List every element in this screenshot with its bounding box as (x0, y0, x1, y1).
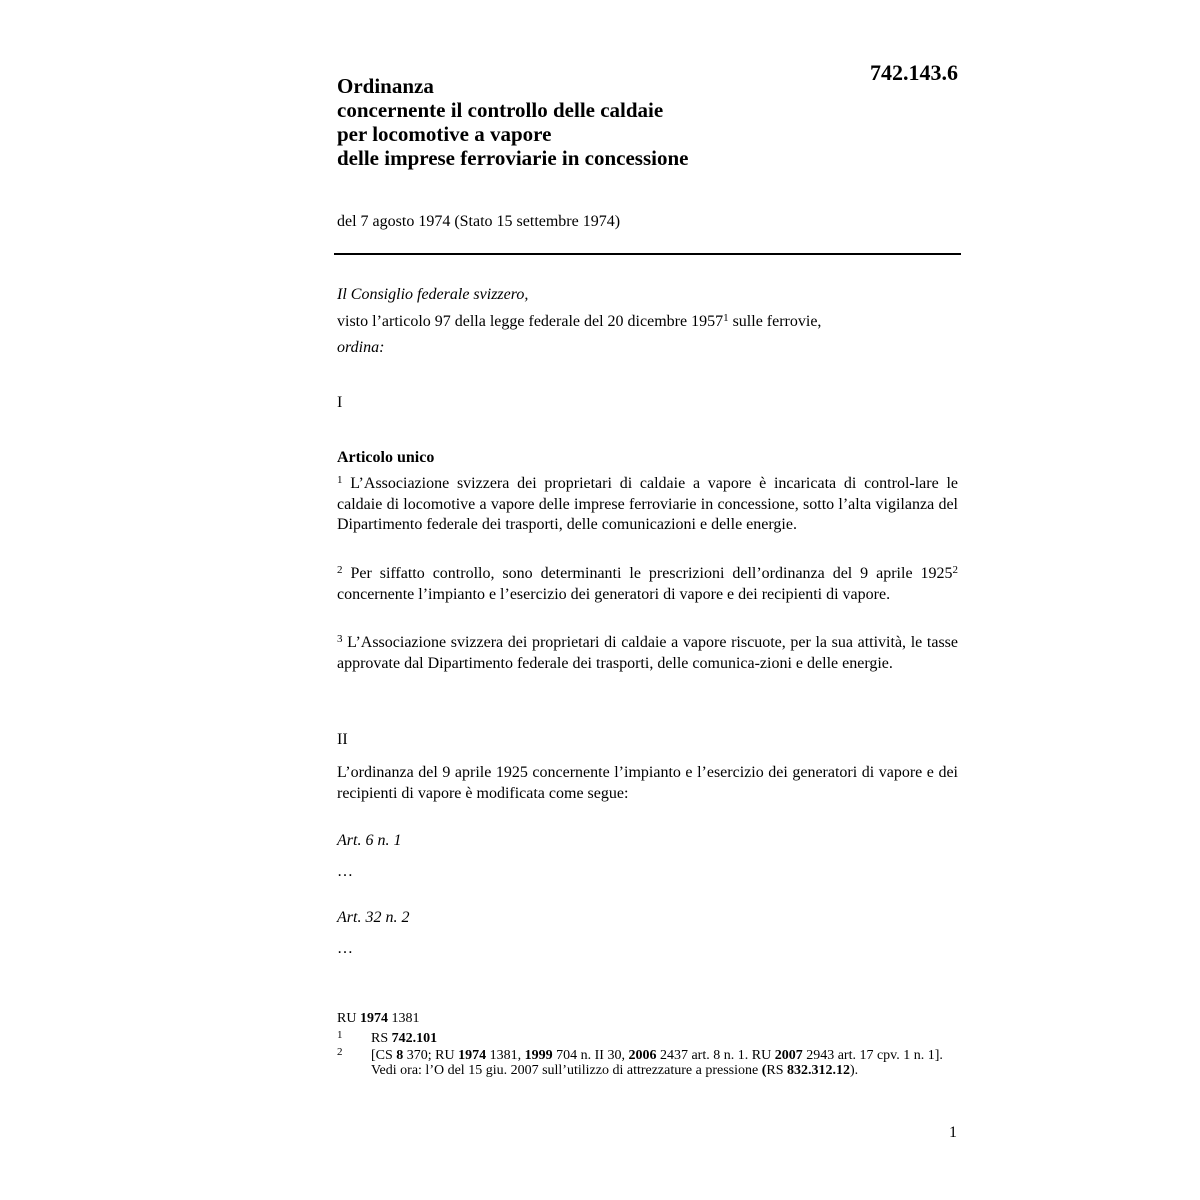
paragraph-text: L’Associazione svizzera dei proprietari di caldaie a vapore è incaricata di control-lare le caldaie di locomotive a vapore delle imprese ferroviarie in concessione, sotto l’alta vigilanza del Dipartimento federale dei trasporti, delle comunicazioni e delle energie. (337, 475, 958, 533)
amended-article-6: Art. 6 n. 1 (337, 832, 402, 849)
document-date: del 7 agosto 1974 (Stato 15 settembre 1974) (337, 213, 621, 230)
source-prefix: RU (337, 1011, 360, 1026)
omitted-text: … (337, 863, 353, 880)
title-line: Ordinanza (337, 74, 434, 98)
page-number: 1 (949, 1124, 957, 1141)
paragraph-1 (337, 474, 958, 536)
footnote-text (371, 1031, 957, 1046)
intro-basis (337, 312, 958, 333)
footnote-1 (337, 1031, 957, 1046)
amendment-text: L’ordinanza del 9 aprile 1925 concernente l’impianto e l’esercizio dei generatori di vapore e dei recipienti di vapore è modificata come segue: (337, 764, 958, 802)
footnote-text-part: 2943 art. 17 cpv. 1 n. 1]. Vedi ora: l’O del 15 giu. 2007 sull’utilizzo di attrezzature a pressione (371, 1048, 943, 1078)
footnote-number: 1 (337, 1029, 343, 1041)
footnote-text-part: 2437 art. 8 n. 1. RU (656, 1048, 775, 1063)
section-numeral-1: I (337, 394, 343, 411)
footnote-text-part: RS (766, 1063, 788, 1078)
header-divider (334, 253, 961, 255)
omitted-text: … (337, 940, 353, 957)
intro-authority: Il Consiglio federale svizzero, (337, 286, 529, 303)
paragraph-text: Per siffatto controllo, sono determinanti le prescrizioni dell’ordinanza del 9 aprile 1925 (342, 565, 953, 582)
official-source (337, 1011, 419, 1027)
footnote-2 (337, 1048, 957, 1078)
source-page: 1381 (387, 1011, 420, 1026)
footnote-text-part: 1381, (486, 1048, 525, 1063)
document-code: 742.143.6 (870, 60, 958, 85)
footnote-text-part: [CS (371, 1048, 397, 1063)
footnote-bold-ref: 1999 (524, 1048, 553, 1063)
title-line: per locomotive a vapore (337, 122, 552, 146)
section-numeral-2: II (337, 731, 348, 748)
paragraph-text-end: concernente l’impianto e l’esercizio dei generatori di vapore e dei recipienti di vapore. (337, 585, 891, 603)
paragraph-number: 1 (337, 474, 343, 486)
footnote-text-part: ). (850, 1063, 859, 1078)
intro-basis-text-end: sulle ferrovie, (728, 313, 822, 330)
footnote-bold-ref: 8 (396, 1048, 404, 1063)
footnote-bold-ref: 832.312.12 (787, 1063, 851, 1078)
footnote-ref-2[interactable]: 2 (952, 564, 958, 576)
article-heading: Articolo unico (337, 449, 435, 466)
document-title (337, 74, 897, 170)
footnote-text-part: 370; RU (403, 1048, 459, 1063)
paragraph-text: L’Associazione svizzera dei proprietari di caldaie a vapore riscuote, per la sua attività, le tasse approvate dal Dipartimento federale dei trasporti, delle comunica-zioni e delle energie. (337, 634, 958, 672)
footnote-bold-ref: 1974 (458, 1048, 487, 1063)
paragraph-3 (337, 633, 958, 674)
title-line: concernente il controllo delle caldaie (337, 98, 664, 122)
footnote-bold-ref: 2006 (628, 1048, 657, 1063)
footnote-text-part: 704 n. II 30, (552, 1048, 629, 1063)
footnote-ref-1[interactable]: 1 (723, 312, 729, 324)
footnote-bold-ref: 742.101 (391, 1031, 438, 1046)
title-line: delle imprese ferroviarie in concessione (337, 146, 689, 170)
footnote-number: 2 (337, 1046, 343, 1058)
footnote-text (371, 1048, 957, 1078)
intro-order: ordina: (337, 339, 385, 356)
paragraph-number: 2 (337, 564, 343, 576)
intro-basis-text: visto l’articolo 97 della legge federale del 20 dicembre 1957 (337, 313, 724, 330)
paragraph-2 (337, 564, 958, 605)
paragraph-number: 3 (337, 633, 343, 645)
footnote-bold-ref: 2007 (774, 1048, 803, 1063)
footnote-text-part: RS (371, 1031, 392, 1046)
amended-article-32: Art. 32 n. 2 (337, 909, 410, 926)
source-year: 1974 (359, 1011, 388, 1026)
footnote-bold-ref: ( (761, 1063, 767, 1078)
